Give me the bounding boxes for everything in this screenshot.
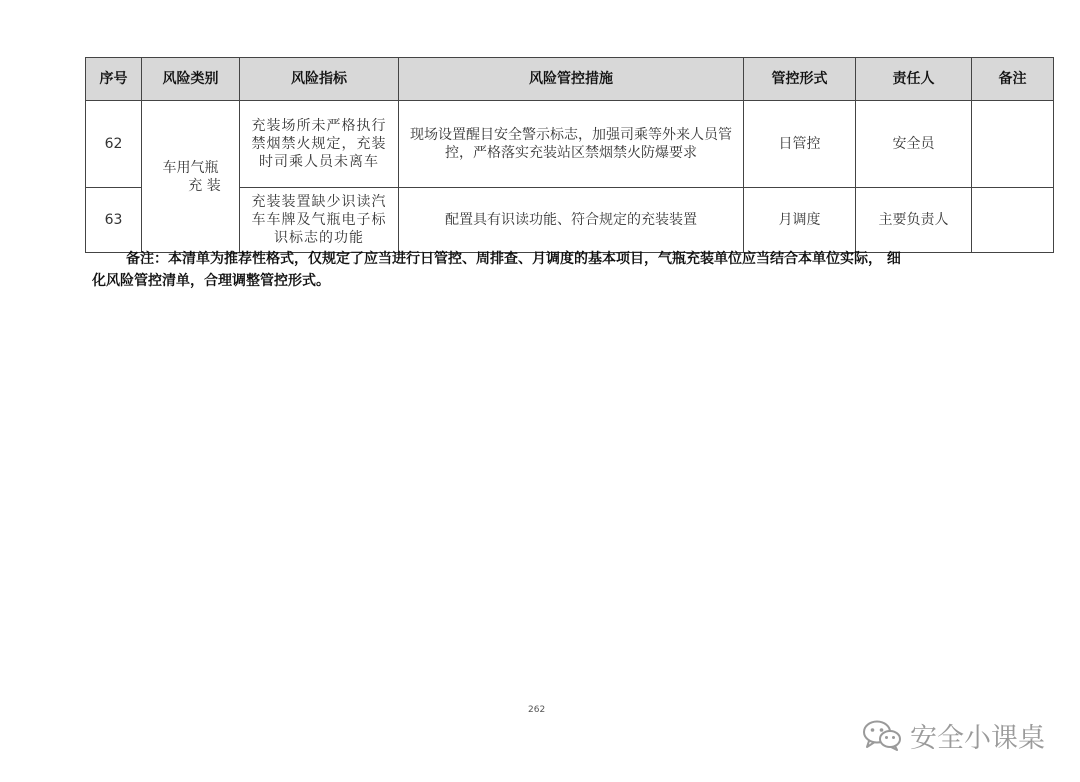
control-measure: 配置具有识读功能、符合规定的充装装置 <box>399 188 744 253</box>
header-control-measure: 风险管控措施 <box>399 58 744 101</box>
control-form: 日管控 <box>744 101 856 188</box>
control-measure: 现场设置醒目安全警示标志，加强司乘等外来人员管控，严格落实充装站区禁烟禁火防爆要求 <box>399 101 744 188</box>
risk-indicator: 充装场所未严格执行 禁烟禁火规定，充装 时司乘人员未离车 <box>240 101 399 188</box>
risk-control-table <box>85 57 1054 253</box>
risk-indicator: 充装装置缺少识读汽 车车牌及气瓶电子标 识标志的功能 <box>240 188 399 253</box>
watermark <box>862 718 1045 752</box>
header-no: 序号 <box>86 58 142 101</box>
remark <box>972 188 1054 253</box>
risk-category-cell <box>142 101 240 253</box>
risk-category-line2: 充 装 <box>188 177 221 194</box>
header-risk-category: 风险类别 <box>142 58 240 101</box>
table-header-row <box>86 58 1054 101</box>
table-row <box>86 101 1054 188</box>
responsible-person: 安全员 <box>856 101 972 188</box>
header-risk-indicator: 风险指标 <box>240 58 399 101</box>
table-note <box>92 248 962 292</box>
header-control-form: 管控形式 <box>744 58 856 101</box>
watermark-text: 安全小课桌 <box>910 722 1045 754</box>
remark <box>972 101 1054 188</box>
row-no: 62 <box>86 101 142 188</box>
responsible-person: 主要负责人 <box>856 188 972 253</box>
header-remark: 备注 <box>972 58 1054 101</box>
row-no: 63 <box>86 188 142 253</box>
risk-category-line1: 车用气瓶 <box>162 159 219 176</box>
note-line-2: 化风险管控清单，合理调整管控形式。 <box>92 273 330 289</box>
page-number: 262 <box>528 705 546 715</box>
control-form: 月调度 <box>744 188 856 253</box>
header-responsible-person: 责任人 <box>856 58 972 101</box>
note-line-1: 备注：本清单为推荐性格式，仅规定了应当进行日管控、周排查、月调度的基本项目，气瓶充装单位应当结合本单位实际， 细 <box>126 251 901 267</box>
wechat-icon <box>862 719 902 751</box>
